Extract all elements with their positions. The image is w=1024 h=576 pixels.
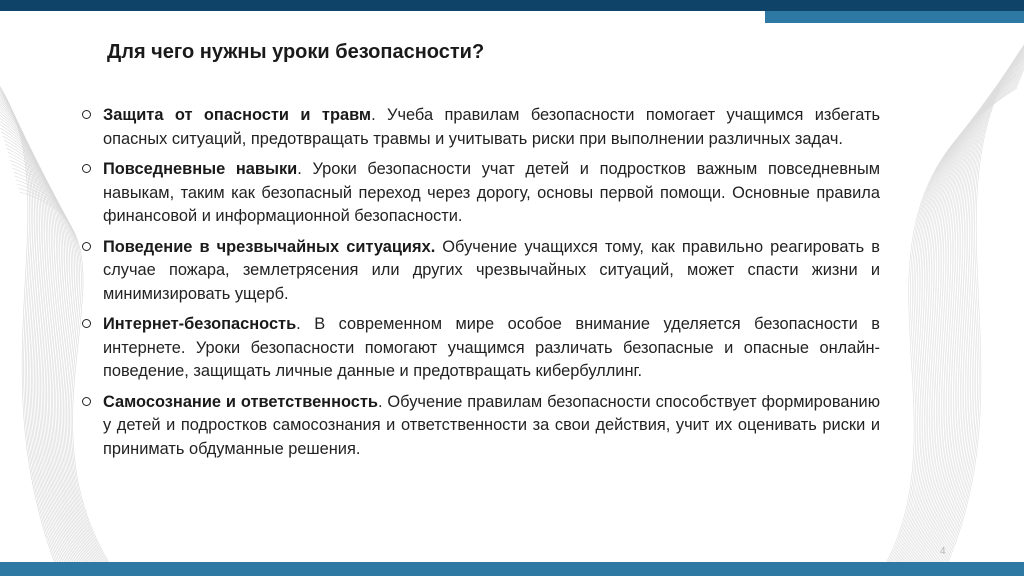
bullet-text — [103, 104, 880, 151]
bullet-list — [82, 104, 880, 468]
circle-bullet-icon — [82, 397, 91, 406]
bullet-item — [82, 158, 880, 229]
bullet-body: . В современном мире особое внимание уделяется безопасности в интернете. Уроки безопасности помогают учащимся различать безопасные и опасные онлайн-поведение, защищать личные данные и предотвращать кибербуллинг. — [103, 315, 880, 380]
bullet-heading: Поведение в чрезвычайных ситуациях. — [103, 237, 436, 256]
bullet-text — [103, 236, 880, 307]
bullet-text — [103, 391, 880, 462]
bullet-heading: Интернет-безопасность — [103, 315, 297, 333]
page-number: 4 — [940, 546, 946, 557]
bullet-body: . Уроки безопасности учат детей и подростков важным повседневным навыкам, таким как безопасный переход через дорогу, основы первой помощи. Основные правила финансовой и информационной безопасности. — [103, 160, 881, 225]
circle-bullet-icon — [82, 164, 91, 173]
circle-bullet-icon — [82, 242, 91, 251]
bullet-heading: Защита от опасности и травм — [103, 106, 372, 124]
bullet-heading: Повседневные навыки — [103, 160, 298, 178]
bullet-heading: Самосознание и ответственность — [103, 392, 378, 411]
bullet-item — [82, 104, 880, 151]
circle-bullet-icon — [82, 319, 91, 328]
bottom-footer-bar — [0, 562, 1024, 576]
top-accent-bar — [765, 11, 1024, 23]
slide-title: Для чего нужны уроки безопасности? — [107, 41, 485, 63]
top-header-bar — [0, 0, 1024, 11]
bullet-text — [103, 313, 880, 384]
bullet-item — [82, 391, 880, 462]
bullet-item — [82, 236, 880, 307]
bullet-body: . Обучение правилам безопасности способствует формированию у детей и подростков самосознания и ответственности за свои действия, учит их оценивать риски и принимать обдуманные решения. — [103, 392, 880, 458]
bullet-body: Обучение учащихся тому, как правильно реагировать в случае пожара, землетрясения или других чрезвычайных ситуаций, может спасти жизни и минимизировать ущерб. — [103, 237, 880, 303]
bullet-body: . Учеба правилам безопасности помогает учащимся избегать опасных ситуаций, предотвращать травмы и учитывать риски при выполнении различных задач. — [103, 106, 880, 148]
bullet-text — [103, 158, 880, 229]
bullet-item — [82, 313, 880, 384]
circle-bullet-icon — [82, 110, 91, 119]
